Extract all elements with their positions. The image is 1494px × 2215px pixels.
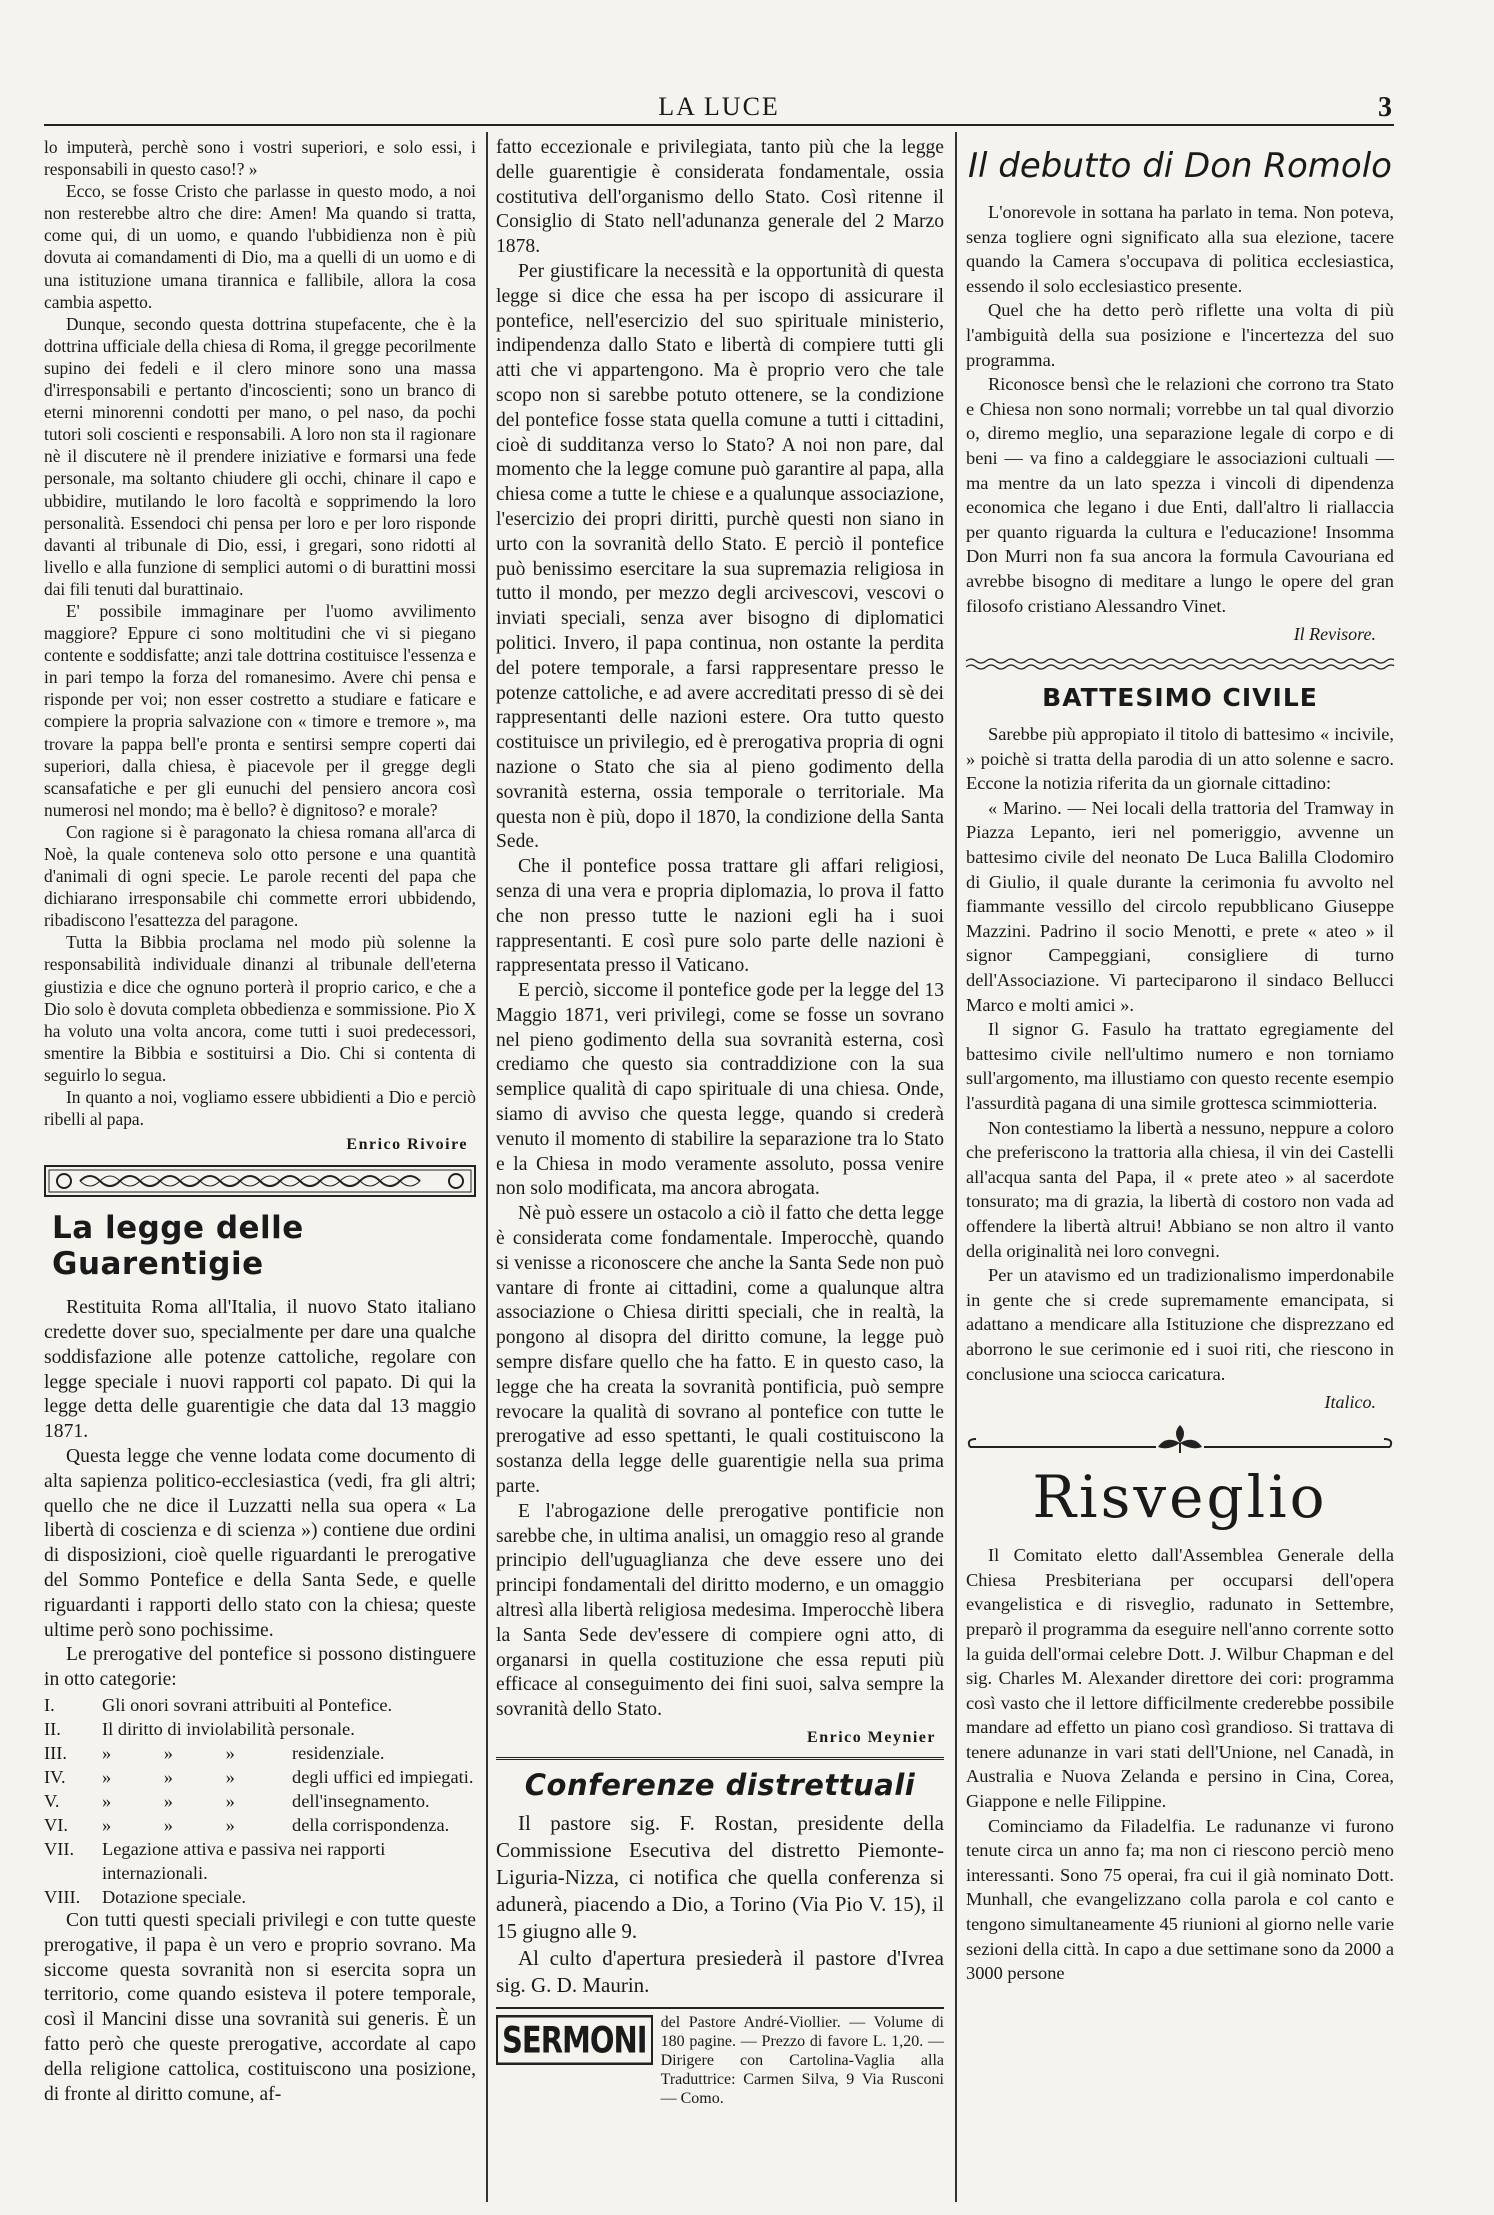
article-title: La legge delle Guarentigie (52, 1210, 304, 1283)
list-item (44, 1765, 476, 1789)
article-paragraph: Restituita Roma all'Italia, il nuovo Stato italiano credette dover suo, specialmente per dare una qualche soddisfazione alle potenze cattoliche, regolare con legge speciale i nuovi rapporti col papato. Di qui la legge detta delle guarentigie che data dal 13 maggio 1871. (44, 1297, 476, 1443)
item-text: degli uffici ed impiegati. (292, 1766, 474, 1787)
item-text: dell'insegnamento. (292, 1790, 430, 1811)
ornamental-band (44, 1164, 476, 1198)
item-number: VIII. (44, 1886, 81, 1907)
running-header (44, 92, 1394, 126)
author-signature: Il Revisore. (1293, 624, 1376, 645)
article-paragraph: Il Comitato eletto dall'Assemblea Generale della Chiesa Presbiteriana per occuparsi dell'opera evangelistica e di risveglio, radunato in Settembre, preparò il programma da eseguire nell'anno corrente sotto la guida dell'ormai celebre Dott. J. Wilbur Chapman e del sig. Charles M. Alexander direttore dei cori: programma così vasto che il lettore difficilmente crederebbe possibile mandare ad effetto un piano così grandioso. Si trattava di tenere adunanze in vari stati dell'Unione, nel Canadà, in Australia e Nuova Zelanda e persino in Cina, Corea, Giappone e nelle Filippine. (966, 1545, 1394, 1812)
newspaper-title: LA LUCE (658, 92, 780, 121)
article-paragraph: Con ragione si è paragonato la chiesa romana all'arca di Noè, la quale conteneva solo otto persone e una quantità d'animali di ogni specie. Le parole recenti del papa che dichiarano irresponsabile chi commette errori ubbidendo, ribadiscono l'esattezza del paragone. (44, 821, 476, 931)
section-title: Risveglio (1032, 1463, 1328, 1532)
article-paragraph: Sarebbe più appropiato il titolo di battesimo « incivile, » poichè si tratta della parodia di un atto solenne e sacro. Eccone la notizia riferita da un giornale cittadino: (966, 724, 1394, 794)
article-paragraph: In quanto a noi, vogliamo essere ubbidienti a Dio e perciò ribelli al papa. (44, 1087, 476, 1130)
article-paragraph: Con tutti questi speciali privilegi e con tutte queste prerogative, il papa è un vero e proprio sovrano. Ma siccome questa sovranità non si esercita sopra un territorio, come quando esisteva il potere temporale, così il Mancini disse una sovranità sui generis. È un fatto però che queste prerogative, accordate al capo della religione cattolica, costituiscono una posizione, di fronte al diritto comune, af- (44, 1909, 476, 2105)
column-3 (966, 136, 1394, 2202)
column-2 (496, 136, 944, 2202)
item-number: V. (44, 1790, 60, 1811)
article-paragraph: E' possibile immaginare per l'uomo avvilimento maggiore? Eppure ci sono moltitudini che vi si piegano contente e soddisfatte; anzi tale dottrina costituisce l'essenza e in pari tempo la forza del romanesimo. Avere chi pensa e risponde per voi; non esser costretto a studiare e faticare e compiere la propria salvazione con « timore e tremore », ma trovare la pappa bell'e pronta e sentirsi sempre coperti dai superiori, dalla chiesa, è piacevole per il gregge degli scansafatiche e per gli eunuchi del pensiero ancora così numerosi nel mondo; ma è bello? è dignitoso? e morale? (44, 600, 476, 820)
article-paragraph: Il signor G. Fasulo ha trattato egregiamente del battesimo civile nell'ultimo numero e non torniamo sull'argomento, ma illustiamo con questo recente esempio l'assurdità pagana di una simile grottesca scimmiotteria. (966, 1019, 1394, 1113)
author-signature: Enrico Rivoire (346, 1136, 468, 1154)
ad-text: del Pastore André-Viollier. — Volume di 180 pagine. — Prezzo di favore L. 1,20. — Dirigere con Cartolina-Vaglia alla Traduttrice: Carmen Silva, 9 Via Rusconi — Como. (660, 2014, 944, 2107)
item-number: VII. (44, 1838, 75, 1859)
list-item (44, 1717, 476, 1741)
list-item (44, 1885, 476, 1909)
article-paragraph: Dunque, secondo questa dottrina stupefacente, che è la dottrina ufficiale della chiesa di Roma, il gregge pecorilmente supino dei fedeli e il clero minore sono una massa d'irresponsabili e pertanto d'incoscienti; sono un branco di eterni minorenni condotti per mano, o pel naso, da pochi tutori soli coscienti e responsabili. A loro non sta il ragionare nè il discutere nè il prendere iniziative e formarsi una fede personale, ma soltanto chiudere gli occhi, chinare il capo e ubbidire, mutilando le loro facoltà e sopprimendo la loro personalità. Essendoci chi pensa per loro e per loro risponde davanti al tribunale di Dio, essi, i gregari, sono ridotti al livello e alla funzione di semplici automi o di burattini mossi dai fili tenuti dal burattinaio. (44, 313, 476, 599)
list-item (44, 1813, 476, 1837)
fleuron-divider (966, 1421, 1394, 1455)
article-paragraph: Riconosce bensì che le relazioni che corrono tra Stato e Chiesa non sono normali; vorrebbe un tal qual divorzio o, diremo meglio, una separazione legale di corpo e di beni — va fino a caldeggiare le associazioni cultuali — ma mentre da un lato spezza i vincoli di dipendenza economica che legano i due Enti, dall'altro li riallaccia per quanto riguarda la cultura e l'educazione! Insomma Don Murri non fa sua ancora la formula Cavouriana ed avrebbe bisogno di meditare a lungo le opere del gran filosofo cristiano Alessandro Vinet. (966, 374, 1394, 616)
item-text: Dotazione speciale. (102, 1886, 246, 1907)
article-paragraph: fatto eccezionale e privilegiata, tanto più che la legge delle guarentigie è considerata fondamentale, ossia costitutiva dell'organismo dello Stato. Così ritenne il Consiglio di Stato nell'adunanza generale del 2 Marzo 1878. (496, 137, 944, 258)
ad-heading: SERMONI (496, 2015, 653, 2065)
article-paragraph: Questa legge che venne lodata come documento di alta sapienza politico-ecclesiastica (vedi, fra gli altri; quello che ne dice il Luzzatti nella sua opera « La libertà di coscienza e di scienza ») contiene due ordini di disposizioni, cioè quelle riguardanti le prerogative del Sommo Pontefice e della Santa Sede, e quelle riguardanti i rapporti dello stato con la chiesa; queste ultime però sono pochissime. (44, 1446, 476, 1641)
article-paragraph: Per un atavismo ed un tradizionalismo imperdonabile in gente che si crede supremamente emancipata, si adattano a mendicare alla Istituzione che disprezzano ed aborrono le sue cerimonie ed i suoi riti, che riescono in conclusione una sciocca caricatura. (966, 1265, 1394, 1384)
advertisement (496, 2007, 944, 2108)
ditto-marks: » » » (102, 1814, 259, 1835)
article-paragraph: Ecco, se fosse Cristo che parlasse in questo modo, a noi non resterebbe altro che dire: Amen! Ma quando si tratta, come qui, di un uomo, e quando l'ubbidienza non è più dovuta ai comandamenti di Dio, ma a quelli di un uomo e di una istituzione umana tirannica e fallibile, allora la cosa cambia aspetto. (44, 181, 476, 312)
article-paragraph: L'onorevole in sottana ha parlato in tema. Non poteva, senza togliere ogni significato alla sua elezione, tacere quando la Camera s'occupava di politica ecclesiastica, essendo il solo ecclesiastico presente. (966, 202, 1394, 296)
article-paragraph: Quel che ha detto però riflette una volta di più l'ambiguità della sua posizione e l'incertezza del suo programma. (966, 300, 1394, 370)
item-number: III. (44, 1742, 67, 1763)
article-paragraph: E l'abrogazione delle prerogative pontificie non sarebbe che, in ultima analisi, un omaggio reso al grande principio dell'uguaglianza che deve essere uno dei principi fondamentali del diritto moderno, e un omaggio altresì alla libertà religiosa medesima. Imperocchè libera la Santa Sede dev'essere di compiere ogni atto, di organarsi in quella costituzione che essa reputi più efficace al conseguimento dei fini suoi, salva sempre la sovranità dello Stato. (496, 1500, 944, 1721)
item-text: Gli onori sovrani attribuiti al Pontefice. (102, 1694, 393, 1715)
article-paragraph: Tutta la Bibbia proclama nel modo più solenne la responsabilità individuale dinanzi al tribunale dell'eterna giustizia e dice che ognuno porterà il proprio carico, e che a Dio solo è dovuta completa obbedienza e sommissione. Pio X ha voluto una volta ancora, come tutti i suoi predecessori, smentire la Bibbia e sostituirsi a Dio. Chi si contenta di seguirlo lo segua. (44, 932, 476, 1085)
list-item (44, 1789, 476, 1813)
article-paragraph: Al culto d'apertura presiederà il pastore d'Ivrea sig. G. D. Maurin. (496, 1946, 944, 1997)
section-divider (496, 1757, 944, 1760)
section-title: Il debutto di Don Romolo (968, 146, 1392, 186)
column-1 (44, 136, 476, 2202)
article-paragraph: lo imputerà, perchè sono i vostri superiori, e solo essi, i responsabili in questo caso!? » (44, 137, 476, 180)
article-paragraph: Non contestiamo la libertà a nessuno, neppure a coloro che preferiscono la trattoria alla chiesa, il vin dei Castelli all'acqua santa del Papa, il « prete ateo » al sacerdote tonsurato; ma di grazia, la libertà di costoro non vada ad offendere la libertà altrui! Abbiano se non altro il vanto della originalità nei loro convegni. (966, 1117, 1394, 1261)
column-rule (486, 132, 488, 2202)
item-number: I. (44, 1694, 55, 1715)
section-title: Conferenze distrettuali (524, 1768, 916, 1802)
article-paragraph: « Marino. — Nei locali della trattoria del Tramway in Piazza Lepanto, ieri nel pomeriggio, avvenne un battesimo civile del neonato De Luca Balilla Clodomiro di Giulio, il quale durante la cerimonia fu avvolto nel fiammante vessillo del circolo repubblicano Giuseppe Mazzini. Padrino il socio Menotti, e prete « ateo » il signor Campeggiani, consigliere di turno dell'Associazione. Vi parteciparono il sindaco Bellucci Marco e molti amici ». (966, 797, 1394, 1015)
ditto-marks: » » » (102, 1742, 259, 1763)
article-paragraph: Il pastore sig. F. Rostan, presidente della Commissione Esecutiva del distretto Piemonte-Liguria-Nizza, ci notifica che quella conferenza si adunerà, piacendo a Dio, a Torino (Via Pio V. 15), il 15 giugno alle 9. (496, 1811, 944, 1943)
category-list (44, 1693, 476, 1909)
section-title: BATTESIMO CIVILE (1042, 683, 1318, 713)
author-signature: Italico. (1324, 1392, 1376, 1413)
ditto-marks: » » » (102, 1766, 259, 1787)
newspaper-page (44, 92, 1394, 2202)
item-text: Legazione attiva e passiva nei rapporti internazionali. (102, 1838, 386, 1883)
wavy-divider (966, 657, 1394, 671)
list-item (44, 1837, 476, 1885)
column-rule (955, 132, 957, 2202)
item-text: della corrispondenza. (292, 1814, 450, 1835)
article-paragraph: Nè può essere un ostacolo a ciò il fatto che detta legge è considerata come fondamentale. Imperocchè, quando si venisse a riconoscere che anche la Santa Sede non può vantare di fronte ai cittadini, come a qualunque altra associazione o Chiesa diritti speciali, che in realtà, la pongono al disopra del diritto comune, la legge può sempre disfare quello che ha fatto. E in questo caso, la legge che ha creata la sovranità pontificia, può sempre revocare la qualità di sovrano al pontefice con tutte le prerogative ad esso spettanti, le quali costituiscono la sostanza della legge delle guarentigie nella sua prima parte. (496, 1203, 944, 1498)
article-paragraph: Per giustificare la necessità e la opportunità di questa legge si dice che essa ha per iscopo di assicurare il pontefice, nell'esercizio del suo spirituale ministerio, indipendenza dallo Stato e libertà di compiere tutti gli atti che vi appartengono. Ma è proprio vero che tale scopo non si sarebbe potuto ottenere, se la condizione del pontefice fosse stata quella comune a tutti i cittadini, cioè di sudditanza verso lo Stato? A noi non pare, dal momento che la legge comune può garantire al papa, alla chiesa come a tutte le chiese e a qualunque associazione, l'esercizio dei propri diritti, purchè questi non siano in urto con la sovranità dello Stato. E perciò il pontefice può benissimo esercitare la sua supremazia religiosa in tutto il mondo, per mezzo degli arcivescovi, vescovi o inviati speciali, senza aver bisogno di diplomatici politici. Invero, il papa continua, non ostante la perdita del potere temporale, a farsi rappresentare presso le potenze cattoliche, e ad avere accreditati presso di sè dei rappresentanti delle nazioni estere. Ora tutto questo costituisce un privilegio, ed è prerogativa propria di ogni nazione o Stato che sia al pieno godimento della sovranità esterna, ossia temporale o territoriale. Ma questa non è più, dopo il 1870, la condizione della Santa Sede. (496, 260, 944, 853)
item-text: Il diritto di inviolabilità personale. (102, 1718, 355, 1739)
item-number: II. (44, 1718, 61, 1739)
item-number: IV. (44, 1766, 66, 1787)
item-number: VI. (44, 1814, 69, 1835)
article-paragraph: Le prerogative del pontefice si possono distinguere in otto categorie: (44, 1644, 476, 1691)
article-paragraph: Cominciamo da Filadelfia. Le radunanze vi furono tenute circa un anno fa; ma non ci riescono perciò meno interessanti. Sono 75 operai, fra cui il già nominato Dott. Munhall, che evangelizzano colla parola e col canto e tengono simultaneamente 45 riunioni al giorno nelle varie sezioni della città. In capo a due settimane sono da 2000 a 3000 persone (966, 1815, 1394, 1984)
list-item (44, 1741, 476, 1765)
list-item (44, 1693, 476, 1717)
article-paragraph: Che il pontefice possa trattare gli affari religiosi, senza di una vera e propria diplomazia, lo prova il fatto che non presso tutte le nazioni egli ha i suoi rappresentanti. E così pure solo parte delle nazioni è rappresentata presso il Vaticano. (496, 856, 944, 977)
article-paragraph: E perciò, siccome il pontefice gode per la legge del 13 Maggio 1871, veri privilegi, come se fosse un sovrano nel pieno godimento della sua sovranità esterna, così crediamo che questo sia contraddizione con la sua semplice qualità di capo spirituale di una chiesa. Onde, siamo di avviso che questa legge, quando si crederà venuto il momento di stabilire la separazione tra lo Stato e la Chiesa in modo veramente assoluto, possa venire non solo modificata, ma ancora abrogata. (496, 980, 944, 1200)
item-text: residenziale. (292, 1742, 385, 1763)
author-signature: Enrico Meynier (807, 1729, 936, 1746)
ditto-marks: » » » (102, 1790, 259, 1811)
page-number: 3 (1378, 92, 1394, 123)
